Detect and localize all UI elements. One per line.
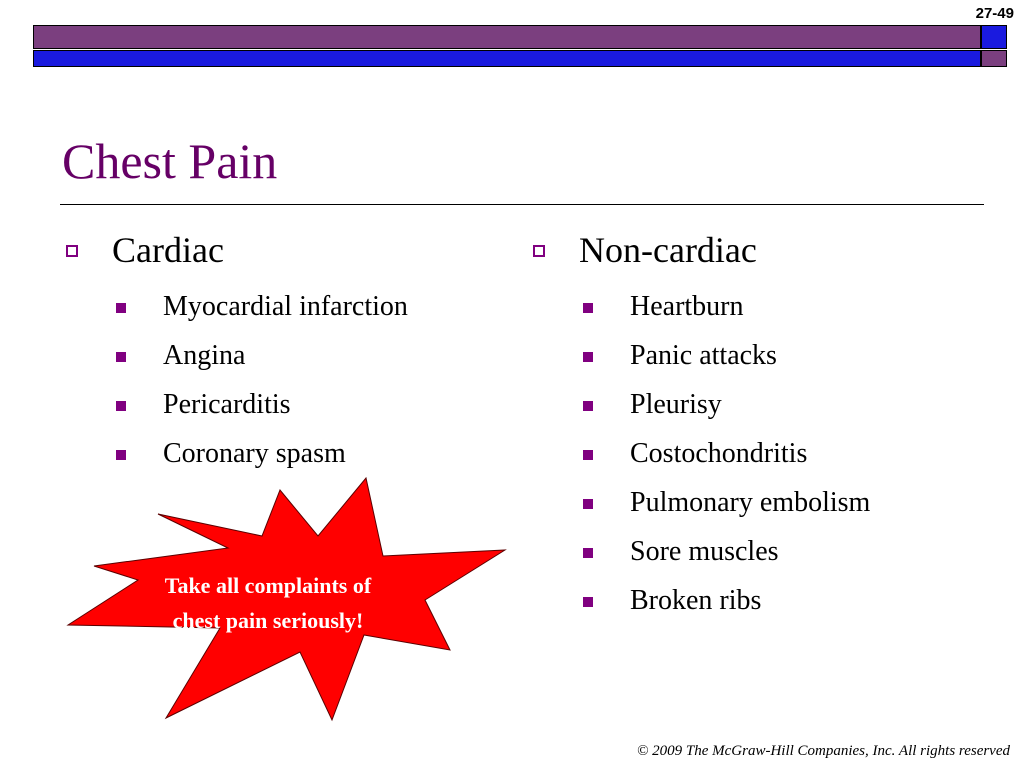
callout-line-2: chest pain seriously! xyxy=(172,608,364,633)
slide-number: 27-49 xyxy=(975,5,1014,22)
list-item-label: Costochondritis xyxy=(630,437,808,469)
list-item-label: Broken ribs xyxy=(630,584,762,616)
bullet-non-cardiac-label: Non-cardiac xyxy=(579,230,757,270)
list-item-label: Panic attacks xyxy=(630,339,777,371)
list-item-label: Heartburn xyxy=(630,290,744,322)
callout-text xyxy=(118,568,418,638)
list-item-label: Angina xyxy=(163,339,246,371)
list-item-label: Pericarditis xyxy=(163,388,291,420)
list-item-label: Pulmonary embolism xyxy=(630,486,871,518)
copyright-footer: © 2009 The McGraw-Hill Companies, Inc. All rights reserved xyxy=(636,743,1010,759)
callout-line-1: Take all complaints of xyxy=(164,573,372,598)
list-item-label: Pleurisy xyxy=(630,388,722,420)
bullet-cardiac-label: Cardiac xyxy=(112,230,224,270)
list-item-label: Coronary spasm xyxy=(163,437,346,469)
list-item-label: Sore muscles xyxy=(630,535,779,567)
list-item-label: Myocardial infarction xyxy=(163,290,408,322)
slide-title: Chest Pain xyxy=(62,133,278,189)
